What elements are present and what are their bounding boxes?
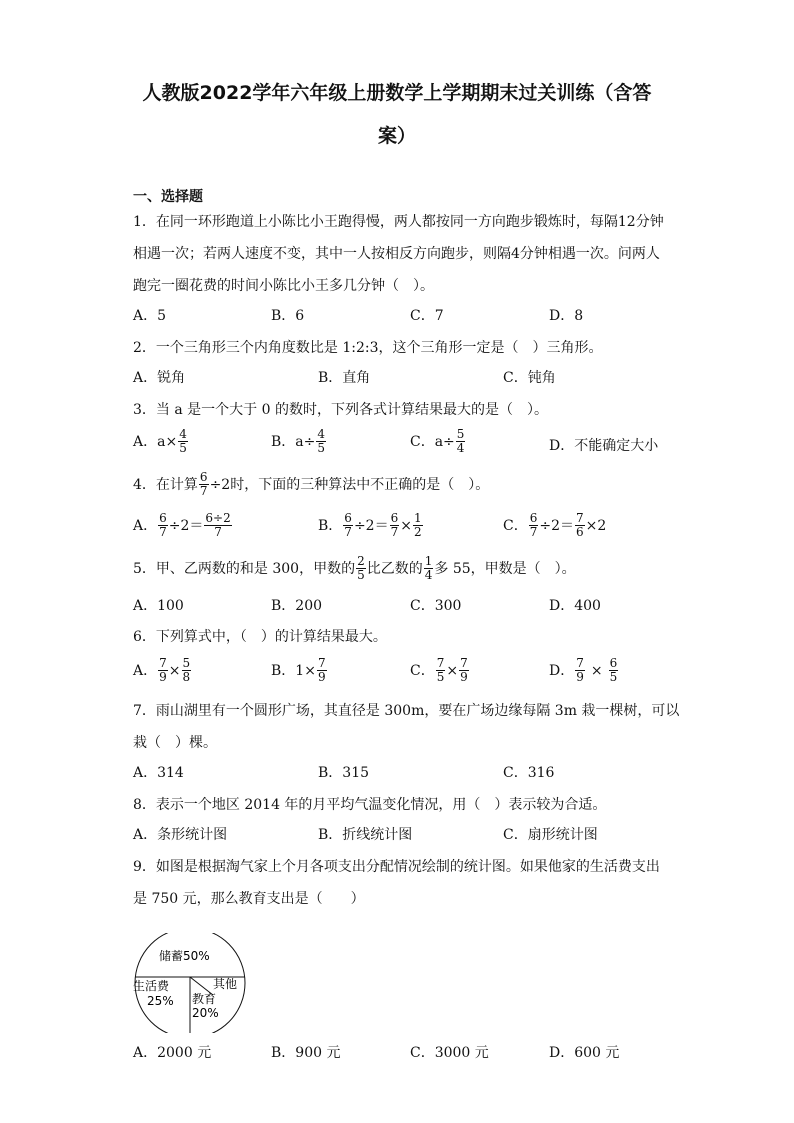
- slice-label-other: 其他: [213, 977, 238, 991]
- q6-option-b[interactable]: B．1× $\frac{7}{9}$: [271, 656, 326, 684]
- q2-option-b[interactable]: B．直角: [318, 370, 371, 386]
- title-line-2: 案）: [377, 125, 416, 147]
- q2-line-1: 2．一个三角形三个内角度数比是 1:2:3，这个三角形一定是（ ）三角形。: [133, 340, 603, 356]
- q4-option-b[interactable]: B． $\frac{6}{7}$ ÷2＝ $\frac{6}{7}$ × $\frac{1}{2}$: [318, 511, 422, 539]
- q6-option-d[interactable]: D． $\frac{7}{9}$ × $\frac{6}{5}$: [549, 656, 618, 684]
- q7-option-c[interactable]: C．316: [503, 765, 555, 781]
- q9-line-1: 9．如图是根据淘气家上个月各项支出分配情况绘制的统计图。如果他家的生活费支出: [133, 859, 660, 875]
- q8-option-a[interactable]: A．条形统计图: [133, 827, 228, 843]
- q1-option-b[interactable]: B．6: [271, 308, 305, 324]
- q7-option-a[interactable]: A．314: [133, 765, 184, 781]
- q6-line-1: 6．下列算式中，（ ）的计算结果最大。: [133, 629, 387, 645]
- q3-option-c[interactable]: C．a÷ $\frac{5}{4}$: [410, 427, 465, 455]
- q5-option-a[interactable]: A．100: [133, 598, 184, 614]
- q1-line-1: 1．在同一环形跑道上小陈比小王跑得慢，两人都按同一方向跑步锻炼时，每隔12分钟: [133, 214, 664, 230]
- q1-line-2: 相遇一次；若两人速度不变，其中一人按相反方向跑步，则隔4分钟相遇一次。问两人: [133, 246, 660, 262]
- slice-label-savings: 储蓄50%: [159, 949, 210, 963]
- q9-option-a[interactable]: A．2000 元: [133, 1045, 212, 1061]
- expense-pie-chart: [133, 933, 249, 1033]
- q4-option-a[interactable]: A． $\frac{6}{7}$ ÷2＝ $\frac{6\div 2}{7}$: [133, 511, 231, 539]
- q7-line-1: 7．雨山湖里有一个圆形广场，其直径是 300m，要在广场边缘每隔 3m 栽一棵树，可以: [133, 703, 680, 719]
- slice-label-living: 生活费: [133, 979, 170, 993]
- section-heading: 一、选择题: [133, 189, 203, 205]
- q9-option-b[interactable]: B．900 元: [271, 1045, 341, 1061]
- q1-line-3: 跑完一圈花费的时间小陈比小王多几分钟（ ）。: [133, 278, 434, 294]
- q8-option-b[interactable]: B．折线统计图: [318, 827, 413, 843]
- q1-option-a[interactable]: A．5: [133, 308, 167, 324]
- q9-line-2: 是 750 元，那么教育支出是（ ）: [133, 891, 365, 907]
- q7-line-2: 栽（ ）棵。: [133, 735, 217, 751]
- q9-option-c[interactable]: C．3000 元: [410, 1045, 489, 1061]
- q3-option-d[interactable]: D．不能确定大小: [549, 438, 659, 454]
- q4-line-1: 4．在计算 $\frac{6}{7}$ ÷2时，下面的三种算法中不正确的是（ ）。: [133, 470, 490, 498]
- slice-pct-education: 20%: [192, 1006, 219, 1020]
- q2-option-a[interactable]: A．锐角: [133, 370, 186, 386]
- q5-option-d[interactable]: D．400: [549, 598, 601, 614]
- page-title: [110, 72, 684, 158]
- q1-option-d[interactable]: D．8: [549, 308, 584, 324]
- slice-pct-living: 25%: [147, 994, 174, 1008]
- q8-option-c[interactable]: C．扇形统计图: [503, 827, 598, 843]
- q9-option-d[interactable]: D．600 元: [549, 1045, 620, 1061]
- q5-option-b[interactable]: B．200: [271, 598, 323, 614]
- q6-option-a[interactable]: A． $\frac{7}{9}$ × $\frac{5}{8}$: [133, 656, 191, 684]
- q1-option-c[interactable]: C．7: [410, 308, 444, 324]
- title-line-1: 人教版2022学年六年级上册数学上学期期末过关训练（含答: [142, 82, 652, 104]
- q5-line-1: 5．甲、乙两数的和是 300，甲数的 $\frac{2}{5}$ 比乙数的 $\frac{1}{4}$ 多 55，甲数是（ ）。: [133, 554, 576, 582]
- slice-label-education: 教育: [192, 992, 217, 1006]
- q6-option-c[interactable]: C． $\frac{7}{5}$ × $\frac{7}{9}$: [410, 656, 468, 684]
- q4-option-c[interactable]: C． $\frac{6}{7}$ ÷2＝ $\frac{7}{6}$ ×2: [503, 511, 607, 539]
- q3-option-a[interactable]: A．a× $\frac{4}{5}$: [133, 427, 187, 455]
- q2-option-c[interactable]: C．钝角: [503, 370, 556, 386]
- q3-option-b[interactable]: B．a÷ $\frac{4}{5}$: [271, 427, 326, 455]
- q7-option-b[interactable]: B．315: [318, 765, 370, 781]
- q8-line-1: 8．表示一个地区 2014 年的月平均气温变化情况，用（ ）表示较为合适。: [133, 797, 607, 813]
- q3-line-1: 3．当 a 是一个大于 0 的数时，下列各式计算结果最大的是（ ）。: [133, 402, 548, 418]
- q5-option-c[interactable]: C．300: [410, 598, 462, 614]
